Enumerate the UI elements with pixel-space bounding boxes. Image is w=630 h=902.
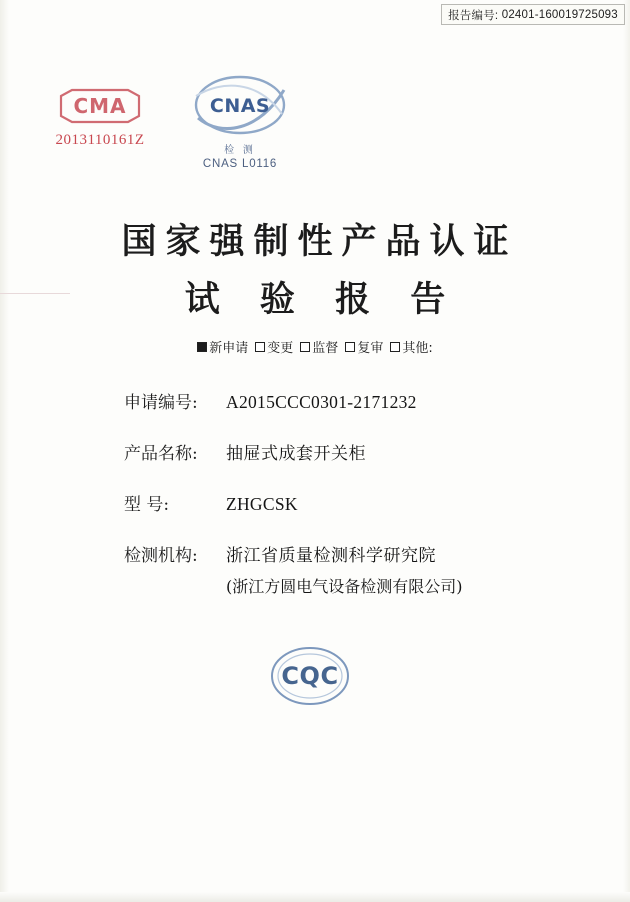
checkbox-label: 新申请 (209, 341, 249, 356)
cqc-mark (264, 640, 356, 712)
field-value: 抽屉式成套开关柜 (226, 444, 366, 464)
cnas-subtitle: 检 测 (224, 145, 256, 156)
field-product-name (124, 439, 544, 464)
field-value: 浙江省质量检测科学研究院 (226, 546, 436, 566)
page-subtitle: 试 验 报 告 (184, 279, 460, 320)
svg-text:CNAS: CNAS (209, 95, 271, 117)
report-number-box (441, 4, 625, 25)
field-testing-organization (124, 541, 544, 566)
field-value: ZHGCSK (226, 494, 298, 514)
cma-code: 2013110161Z (55, 132, 145, 148)
application-type-row (0, 337, 630, 356)
report-number-label: 报告编号: (448, 9, 499, 22)
checkbox-icon[interactable] (345, 342, 355, 352)
checkbox-label: 监督 (312, 341, 339, 356)
checkbox-option-review[interactable] (345, 337, 383, 356)
field-value: A2015CCC0301-2171232 (226, 392, 417, 412)
page-title: 国家强制性产品认证 (121, 221, 518, 262)
checkbox-option-other[interactable] (390, 337, 432, 356)
checkbox-icon[interactable] (197, 342, 207, 352)
field-model (124, 490, 544, 515)
svg-text:CMA: CMA (73, 94, 127, 118)
cqc-logo-icon (264, 640, 356, 712)
scan-edge-right (623, 0, 630, 902)
report-fields (124, 388, 544, 623)
checkbox-icon[interactable] (255, 342, 265, 352)
field-label: 型 号: (124, 495, 170, 515)
checkbox-icon[interactable] (300, 342, 310, 352)
cma-logo-icon (58, 88, 142, 124)
report-number-value: 02401-160019725093 (501, 8, 618, 21)
checkbox-label: 其他: (402, 341, 433, 356)
cma-mark (40, 88, 160, 149)
field-label: 检测机构: (124, 546, 198, 566)
cnas-logo-icon (188, 74, 292, 140)
field-label: 申请编号: (124, 393, 198, 413)
cnas-mark (180, 74, 300, 170)
svg-text:CQC: CQC (281, 662, 339, 690)
checkbox-label: 变更 (267, 341, 294, 356)
checkbox-label: 复审 (357, 341, 384, 356)
checkbox-option-supervision[interactable] (300, 337, 338, 356)
checkbox-option-new[interactable] (197, 337, 248, 356)
checkbox-option-change[interactable] (255, 337, 293, 356)
scan-edge-left (0, 0, 9, 902)
field-application-number (124, 388, 544, 413)
checkbox-icon[interactable] (390, 342, 400, 352)
scan-edge-bottom (0, 892, 630, 902)
field-testing-organization-secondary: (浙江方圆电气设备检测有限公司) (226, 577, 463, 596)
cnas-code: CNAS L0116 (202, 158, 278, 170)
field-label: 产品名称: (124, 444, 198, 464)
